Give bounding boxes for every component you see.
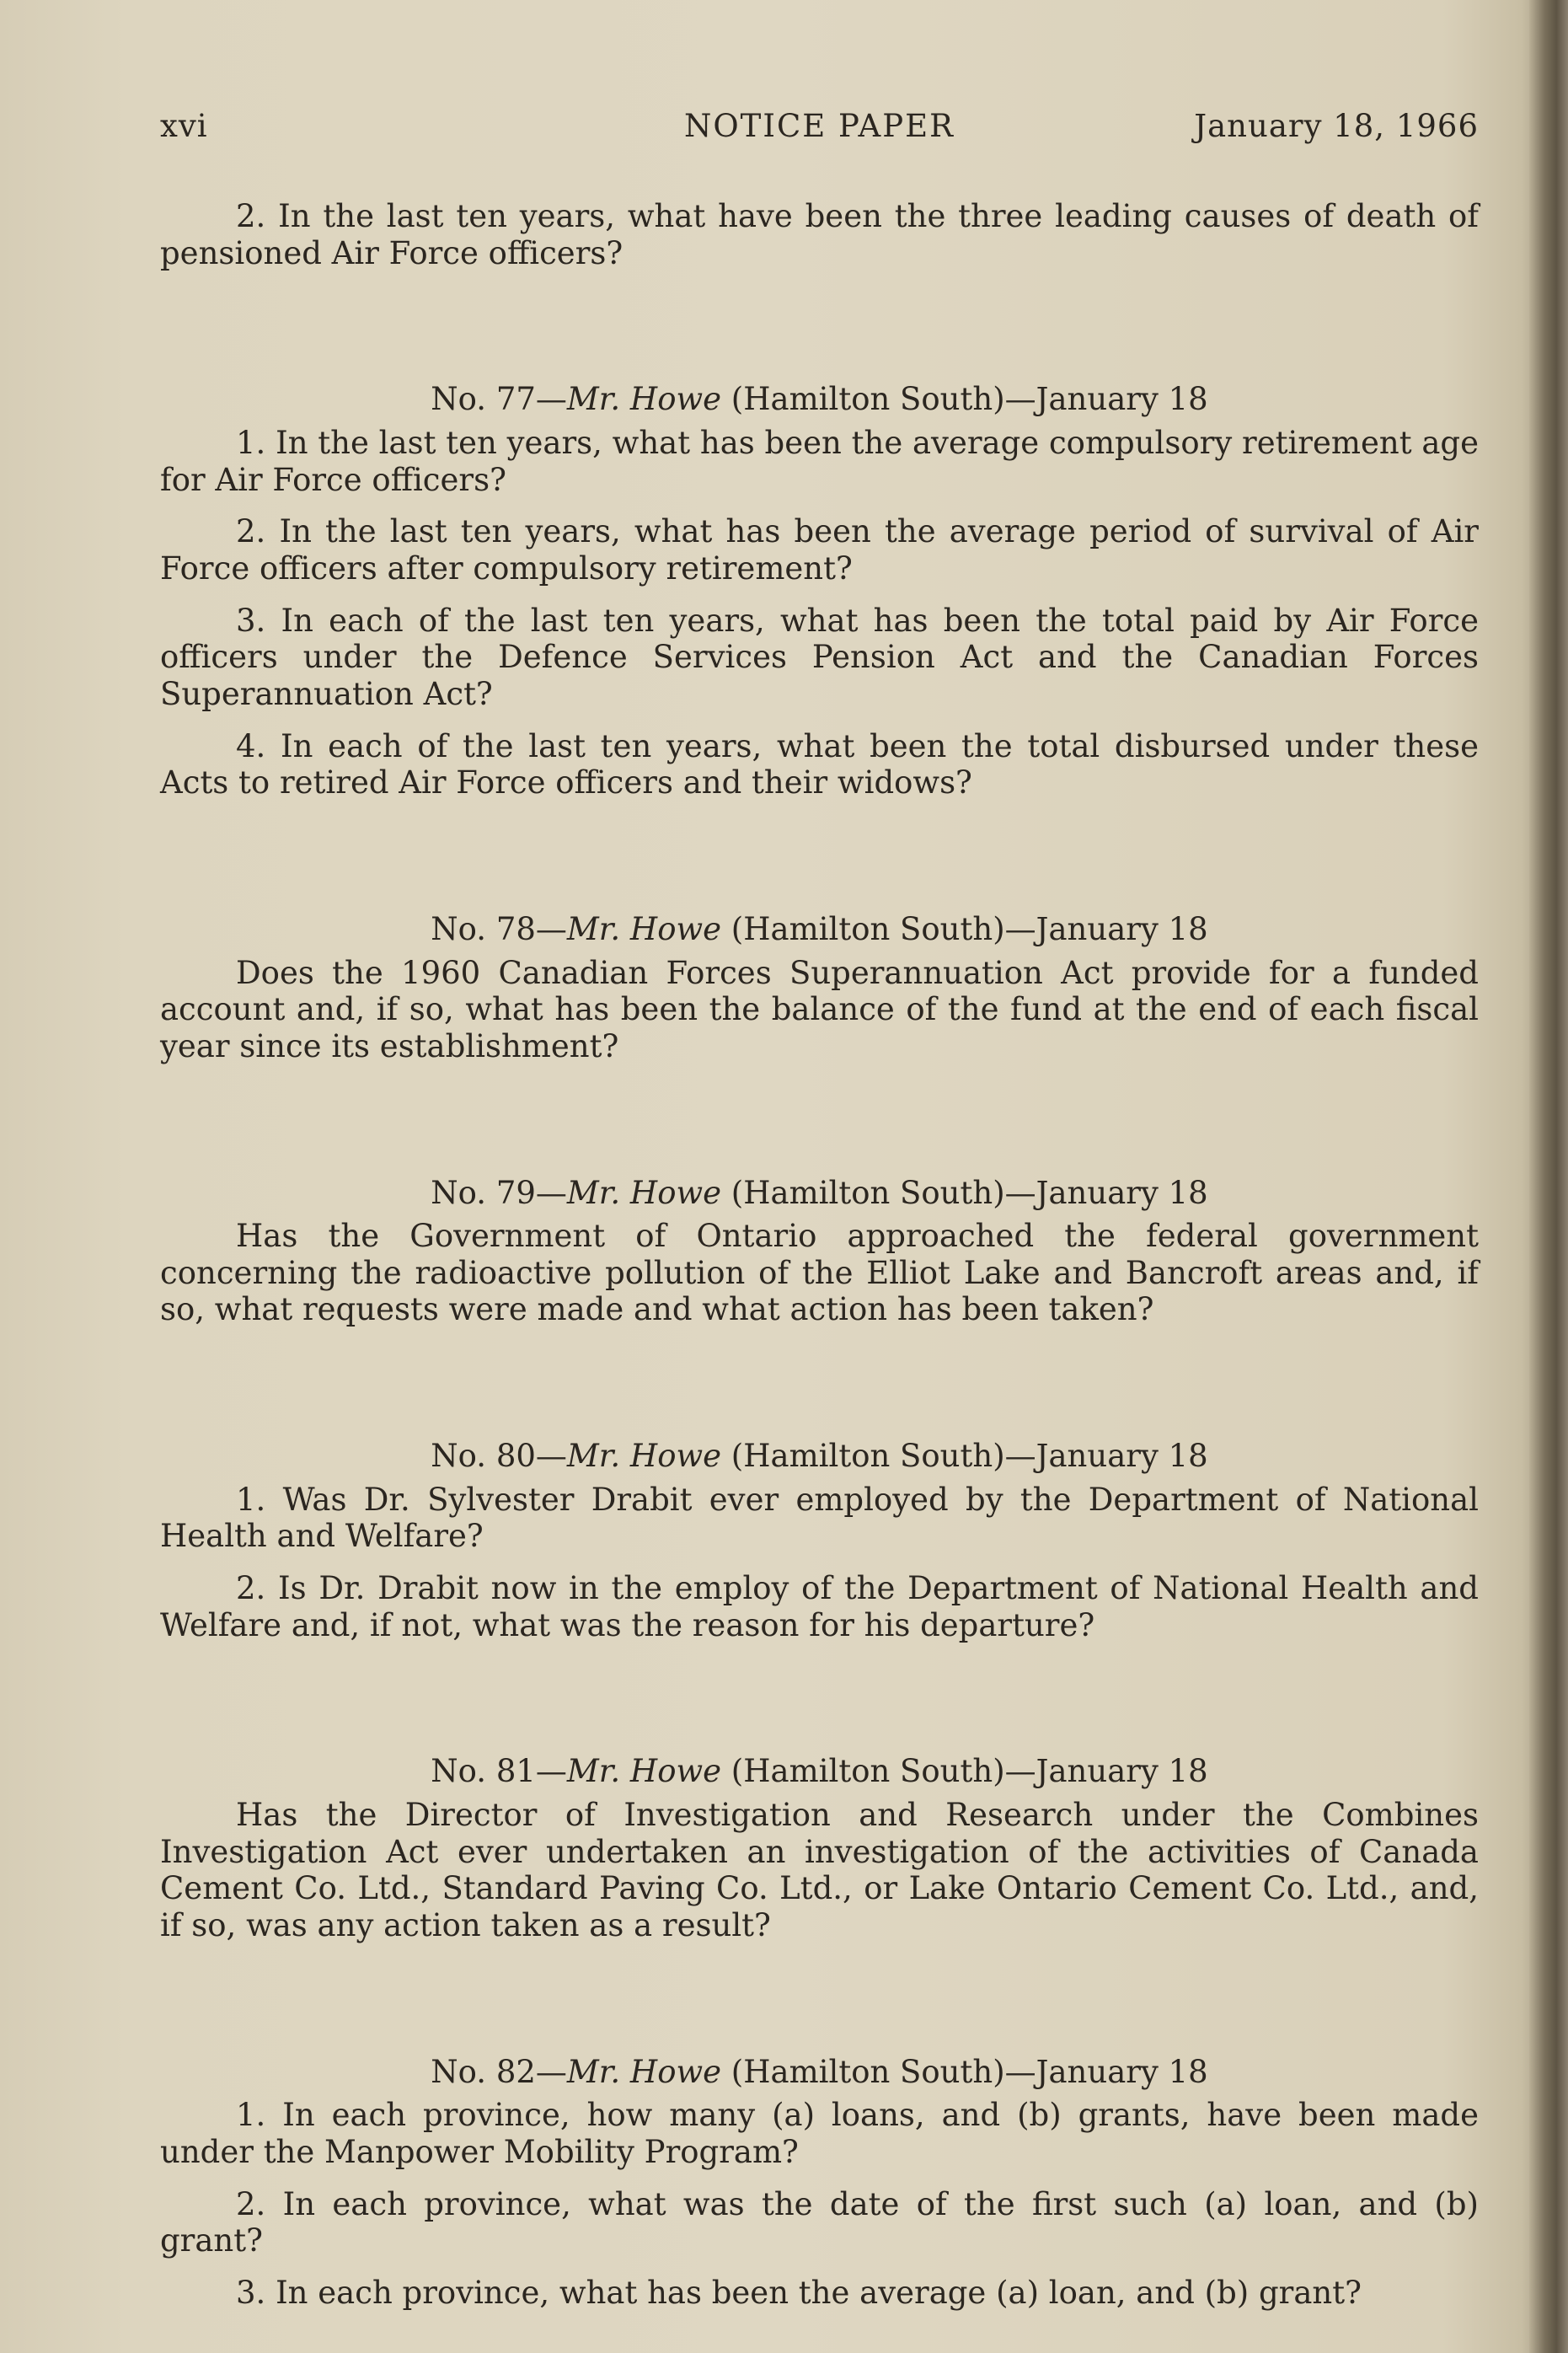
question-heading: [160, 1753, 1479, 1790]
question-82: [160, 2054, 1479, 2312]
question-paragraph: Does the 1960 Canadian Forces Superannuation Act provide for a funded account and, if so, what has been the balance of the fund at the end of each fiscal year since its establishment?: [160, 954, 1479, 1064]
question-paragraph: 1. Was Dr. Sylvester Drabit ever employed by the Department of National Health and Welfare?: [160, 1481, 1479, 1555]
question-number: No. 81—: [431, 1753, 567, 1790]
question-member: Mr. Howe: [566, 381, 722, 418]
continuation-block: [160, 198, 1479, 271]
question-member: Mr. Howe: [566, 1438, 722, 1475]
question-member: Mr. Howe: [566, 1174, 722, 1211]
question-paragraph: 3. In each of the last ten years, what has been the total paid by Air Force officers under the Defence Services Pension Act and the Canadian Forces Superannuation Act?: [160, 602, 1479, 712]
question-paragraph: 2. Is Dr. Drabit now in the employ of the Department of National Health and Welfare and, if not, what was the reason for his departure?: [160, 1570, 1479, 1643]
page-content: [160, 101, 1479, 2327]
running-header: [160, 101, 1479, 152]
question-81: [160, 1753, 1479, 1943]
question-member: Mr. Howe: [566, 910, 722, 947]
question-paragraph: 2. In the last ten years, what has been the average period of survival of Air Force officers after compulsory retirement?: [160, 513, 1479, 587]
question-paragraph: 2. In each province, what was the date of the first such (a) loan, and (b) grant?: [160, 2185, 1479, 2259]
question-paragraph: 4. In each of the last ten years, what been the total disbursed under these Acts to retired Air Force officers and their widows?: [160, 727, 1479, 801]
question-paragraph: 1. In each province, how many (a) loans, and (b) grants, have been made under the Manpower Mobility Program?: [160, 2097, 1479, 2170]
question-paragraph: 3. In each province, what has been the average (a) loan, and (b) grant?: [236, 2274, 1362, 2311]
question-number: No. 79—: [431, 1174, 567, 1211]
question-heading: [160, 381, 1479, 418]
question-riding-date: (Hamilton South)—January 18: [721, 381, 1208, 418]
question-paragraph: Has the Director of Investigation and Research under the Combines Investigation Act ever undertaken an investigation of the activities of Canada Cement Co. Ltd., Standard Paving Co. Ltd., or Lake Ontario Cement Co. Ltd., and, if so, was any action taken as a result?: [160, 1797, 1479, 1944]
book-binding-gutter: [1529, 0, 1568, 2353]
question-riding-date: (Hamilton South)—January 18: [721, 1753, 1208, 1790]
page-title: NOTICE PAPER: [683, 108, 955, 144]
question-member: Mr. Howe: [566, 1753, 722, 1790]
question-paragraph: Has the Government of Ontario approached the federal government concerning the radioactive pollution of the Elliot Lake and Bancroft areas and, if so, what requests were made and what action has been taken?: [160, 1218, 1479, 1328]
question-number: No. 77—: [431, 381, 567, 418]
question-riding-date: (Hamilton South)—January 18: [721, 910, 1208, 947]
question-number: No. 82—: [431, 2053, 567, 2090]
question-heading: [160, 911, 1479, 948]
question-riding-date: (Hamilton South)—January 18: [721, 1174, 1208, 1211]
question-riding-date: (Hamilton South)—January 18: [721, 1438, 1208, 1475]
header-date: January 18, 1966: [1194, 108, 1479, 144]
question-member: Mr. Howe: [566, 2053, 722, 2090]
question-79: [160, 1175, 1479, 1329]
question-heading: [160, 2054, 1479, 2091]
question-riding-date: (Hamilton South)—January 18: [721, 2053, 1208, 2090]
question-heading: [160, 1175, 1479, 1212]
question-77: [160, 381, 1479, 801]
question-paragraph: 1. In the last ten years, what has been the average compulsory retirement age for Air Force officers?: [160, 424, 1479, 498]
page-number: xvi: [160, 108, 208, 144]
question-80: [160, 1438, 1479, 1643]
question-number: No. 80—: [431, 1438, 567, 1475]
continuation-paragraph: 2. In the last ten years, what have been the three leading causes of death of pensioned Air Force officers?: [160, 198, 1479, 271]
question-heading: [160, 1438, 1479, 1475]
question-78: [160, 911, 1479, 1065]
question-number: No. 78—: [431, 910, 567, 947]
